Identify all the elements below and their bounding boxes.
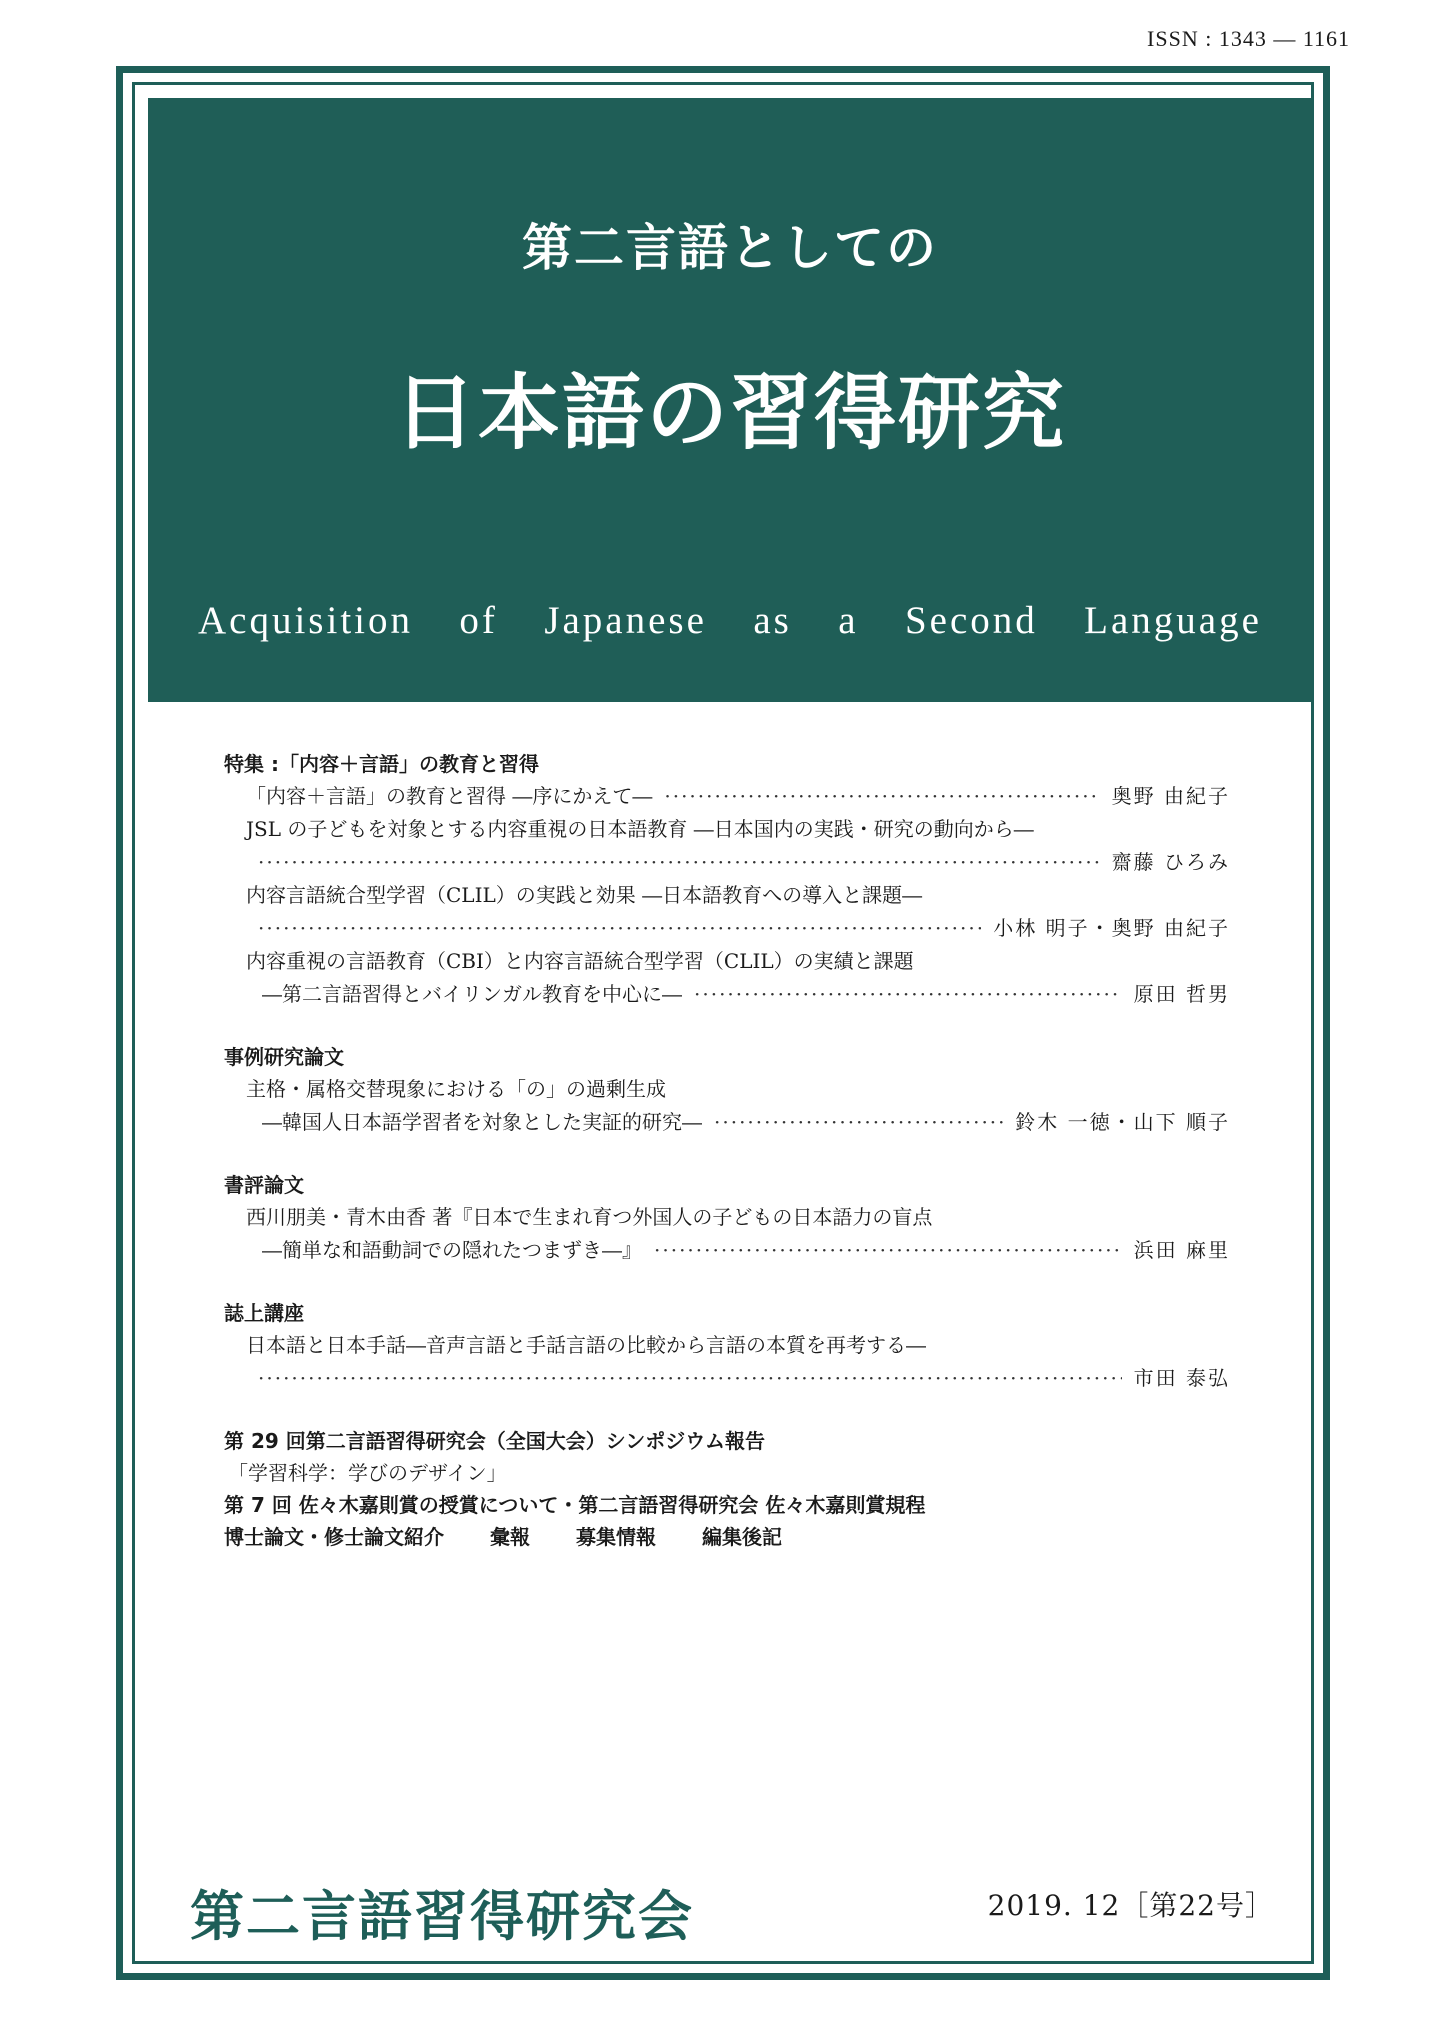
toc-section [224, 1169, 1230, 1267]
english-title-word: Second [904, 599, 1038, 642]
entry-title: ―簡単な和語動詞での隠れたつまずき―』 [262, 1238, 642, 1262]
misc-items [224, 1521, 1230, 1553]
entry-title: 内容重視の言語教育（CBI）と内容言語統合型学習（CLIL）の実績と課題 [246, 949, 914, 973]
toc-entry-line [224, 1329, 1230, 1362]
toc-entry-line [224, 1362, 1230, 1395]
cover-title: 日本語の習得研究 [393, 365, 1066, 461]
entry-author: 市田 泰弘 [1133, 1366, 1230, 1390]
toc-entry-line [224, 846, 1230, 879]
leader-dots [654, 1234, 1122, 1267]
misc-item: 博士論文・修士論文紹介 [224, 1525, 444, 1549]
entry-title: 内容言語統合型学習（CLIL）の実践と効果 ―日本語教育への導入と課題― [246, 883, 923, 907]
symposium-title: 第 29 回第二言語習得研究会（全国大会）シンポジウム報告 [224, 1429, 766, 1453]
table-of-contents [224, 748, 1230, 1553]
entry-title: 西川朋美・青木由香 著『日本で生まれ育つ外国人の子どもの日本語力の盲点 [246, 1205, 933, 1229]
toc-entry-line [224, 1234, 1230, 1267]
misc-item: 編集後記 [702, 1525, 782, 1549]
toc-entry-line [224, 813, 1230, 846]
toc-section [224, 1041, 1230, 1139]
entry-title: JSL の子どもを対象とする内容重視の日本語教育 ―日本国内の実践・研究の動向から― [246, 817, 1034, 841]
english-title-word: a [838, 599, 859, 642]
entry-author: 原田 哲男 [1133, 982, 1230, 1006]
misc-item: 彙報 [490, 1525, 530, 1549]
section-title: 誌上講座 [224, 1301, 304, 1325]
english-title [198, 598, 1262, 643]
entry-title: ―韓国人日本語学習者を対象とした実証的研究― [262, 1110, 702, 1134]
section-title: 書評論文 [224, 1173, 304, 1197]
entry-title: ―第二言語習得とバイリンガル教育を中心に― [262, 982, 682, 1006]
entry-title: 「内容＋言語」の教育と習得 ―序にかえて― [246, 784, 653, 808]
toc-entry-line [224, 780, 1230, 813]
english-title-word: of [459, 599, 498, 642]
english-title-word: Language [1084, 599, 1262, 642]
issue-date: 2019. 12［第22号］ [987, 1889, 1274, 1922]
english-title-word: as [753, 599, 792, 642]
misc-item: 募集情報 [576, 1525, 656, 1549]
leader-dots [258, 912, 981, 945]
award-notice: 第 7 回 佐々木嘉則賞の授賞について・第二言語習得研究会 佐々木嘉則賞規程 [224, 1493, 926, 1517]
leader-dots [258, 1362, 1122, 1395]
leader-dots [664, 780, 1099, 813]
english-title-word: Acquisition [198, 599, 413, 642]
leader-dots [714, 1106, 1003, 1139]
publisher-name: 第二言語習得研究会 [190, 1884, 694, 1948]
section-title: 特集 :「内容＋言語」の教育と習得 [224, 752, 539, 776]
entry-author: 齋藤 ひろみ [1111, 850, 1230, 874]
entry-author: 鈴木 一徳・山下 順子 [1015, 1110, 1230, 1134]
toc-entry-line [224, 1073, 1230, 1106]
leader-dots [258, 846, 1100, 879]
issn-number: ISSN : 1343 — 1161 [1147, 26, 1350, 51]
entry-author: 奥野 由紀子 [1111, 784, 1230, 808]
english-title-word: Japanese [544, 599, 707, 642]
entry-author: 小林 明子・奥野 由紀子 [993, 916, 1230, 940]
toc-entry-line [224, 1201, 1230, 1234]
symposium-subtitle: 「学習科学：学びのデザイン」 [228, 1461, 507, 1485]
toc-entry-line [224, 978, 1230, 1011]
leader-dots [694, 978, 1122, 1011]
toc-entry-line [224, 1106, 1230, 1139]
toc-sections [224, 748, 1230, 1395]
entry-title: 日本語と日本手話―音声言語と手話言語の比較から言語の本質を再考する― [246, 1333, 926, 1357]
toc-entry-line [224, 912, 1230, 945]
cover-title-band [148, 98, 1312, 702]
toc-section [224, 748, 1230, 1011]
section-title: 事例研究論文 [224, 1045, 344, 1069]
toc-section [224, 1297, 1230, 1395]
toc-entry-line [224, 945, 1230, 978]
cover-subtitle: 第二言語としての [522, 218, 938, 277]
entry-title: 主格・属格交替現象における「の」の過剰生成 [246, 1077, 666, 1101]
symposium-report [224, 1425, 1230, 1489]
entry-author: 浜田 麻里 [1133, 1238, 1230, 1262]
toc-entry-line [224, 879, 1230, 912]
